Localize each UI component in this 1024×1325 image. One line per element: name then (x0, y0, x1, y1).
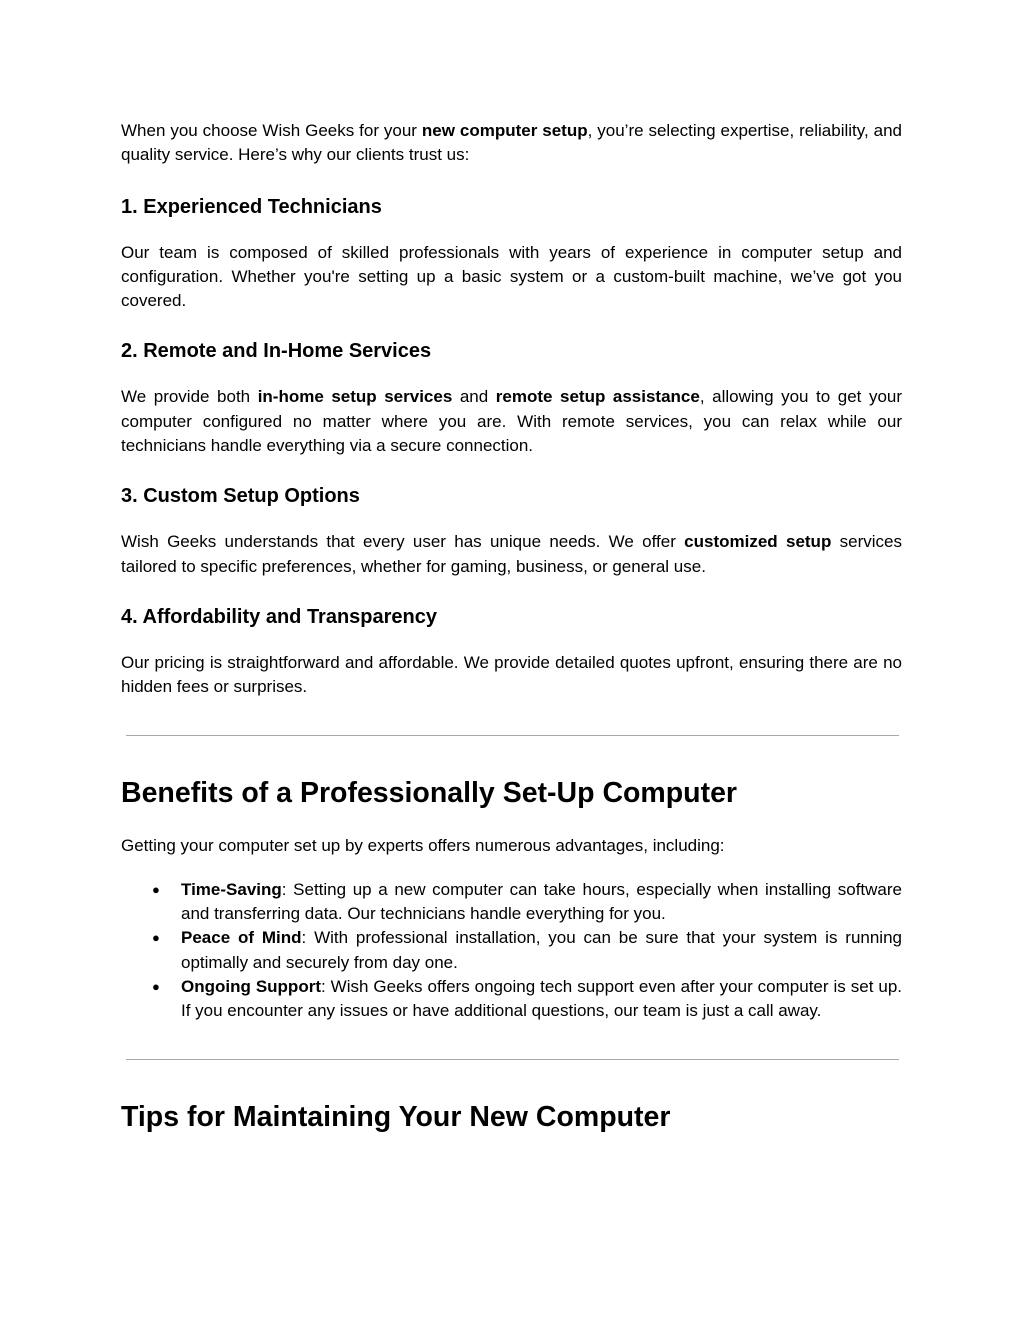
section4-paragraph: Our pricing is straightforward and affordable. We provide detailed quotes upfront, ensuring there are no hidden fees or surprises. (121, 652, 902, 697)
list-item (121, 926, 902, 975)
section3-bold-1: customized setup (684, 532, 832, 552)
section3-text-1: Wish Geeks understands that every user has unique needs. We offer (121, 532, 685, 552)
list-item-title: Ongoing Support (181, 977, 321, 997)
section2-text-2: and (452, 387, 496, 407)
list-item (121, 878, 902, 927)
section2-heading: 2. Remote and In-Home Services (121, 340, 432, 363)
section3-heading: 3. Custom Setup Options (121, 485, 360, 508)
section1-heading: 1. Experienced Technicians (121, 195, 382, 218)
intro-paragraph (121, 119, 902, 168)
tips-heading: Tips for Maintaining Your New Computer (121, 1100, 671, 1133)
section2-paragraph (121, 385, 902, 458)
intro-bold-1: new computer setup (421, 121, 588, 140)
document-content (121, 119, 902, 1134)
intro-text-1: When you choose Wish Geeks for your (121, 121, 422, 140)
list-item-text: : With professional installation, you can be sure that your system is running optimally and securely from day one. (181, 928, 902, 972)
section2-bold-1: in-home setup services (257, 387, 453, 407)
benefits-heading: Benefits of a Professionally Set-Up Computer (121, 776, 738, 809)
benefits-intro: Getting your computer set up by experts offers numerous advantages, including: (121, 835, 725, 855)
divider (126, 735, 899, 736)
section2-text-3: , allowing you to get your computer configured no matter where you are. With remote services, you can relax while our technicians handle everything via a secure connection. (121, 387, 903, 456)
section1-paragraph: Our team is composed of skilled professionals with years of experience in computer setup and configuration. Whether you're setting up a basic system or a custom-built machine, we’ve got you covered. (121, 242, 902, 311)
list-item-text: : Wish Geeks offers ongoing tech support even after your computer is set up. If you encounter any issues or have additional questions, our team is just a call away. (181, 977, 903, 1021)
list-item-title: Peace of Mind (181, 928, 302, 948)
bullet-icon: ● (152, 881, 160, 897)
list-item (121, 975, 902, 1024)
list-item-title: Time-Saving (181, 879, 282, 899)
section2-bold-2: remote setup assistance (495, 387, 700, 407)
section4-heading: 4. Affordability and Transparency (121, 605, 438, 628)
list-item-text: : Setting up a new computer can take hours, especially when installing software and transferring data. Our technicians handle everything for you. (181, 879, 902, 924)
intro-text-2: , you’re selecting expertise, reliability, and quality service. Here’s why our clients trust us: (121, 121, 902, 165)
bullet-icon: ● (152, 930, 160, 946)
section3-paragraph (121, 530, 902, 579)
benefits-list (121, 878, 902, 1024)
section2-text-1: We provide both (121, 387, 258, 407)
bullet-icon: ● (152, 979, 160, 995)
section3-text-2: services tailored to specific preferences, whether for gaming, business, or general use. (121, 532, 902, 576)
divider (126, 1059, 899, 1060)
